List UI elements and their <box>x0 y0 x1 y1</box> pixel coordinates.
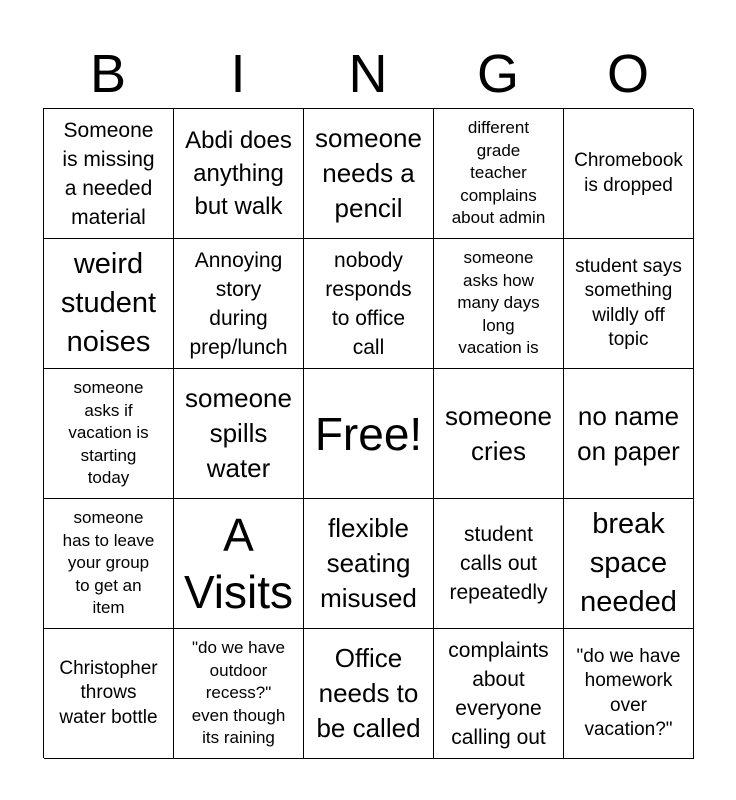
bingo-cell-r4c1[interactable]: someone has to leave your group to get an item <box>44 499 174 629</box>
bingo-cell-r5c2[interactable]: "do we have outdoor recess?" even though its raining <box>174 629 304 759</box>
bingo-cell-r1c3[interactable]: someone needs a pencil <box>304 109 434 239</box>
bingo-cell-r5c4[interactable]: complaints about everyone calling out <box>434 629 564 759</box>
bingo-cell-r2c2[interactable]: Annoying story during prep/lunch <box>174 239 304 369</box>
bingo-cell-r3c4[interactable]: someone cries <box>434 369 564 499</box>
bingo-cell-r2c1[interactable]: weird student noises <box>44 239 174 369</box>
header-letter-b: B <box>89 44 127 104</box>
bingo-cell-r3c5[interactable]: no name on paper <box>564 369 694 499</box>
bingo-cell-r4c3[interactable]: flexible seating misused <box>304 499 434 629</box>
bingo-cell-r1c4[interactable]: different grade teacher complains about admin <box>434 109 564 239</box>
bingo-cell-r2c5[interactable]: student says something wildly off topic <box>564 239 694 369</box>
header-letter-i: I <box>230 44 246 104</box>
free-space[interactable]: Free! <box>304 369 434 499</box>
bingo-cell-r3c1[interactable]: someone asks if vacation is starting today <box>44 369 174 499</box>
bingo-header <box>43 40 693 108</box>
bingo-cell-r4c5[interactable]: break space needed <box>564 499 694 629</box>
bingo-cell-r4c4[interactable]: student calls out repeatedly <box>434 499 564 629</box>
bingo-cell-r1c5[interactable]: Chromebook is dropped <box>564 109 694 239</box>
header-letter-n: N <box>348 44 388 104</box>
bingo-cell-r1c1[interactable]: Someone is missing a needed material <box>44 109 174 239</box>
bingo-cell-r1c2[interactable]: Abdi does anything but walk <box>174 109 304 239</box>
bingo-cell-r2c3[interactable]: nobody responds to office call <box>304 239 434 369</box>
bingo-board <box>43 108 693 758</box>
bingo-cell-r4c2[interactable]: A Visits <box>174 499 304 629</box>
bingo-cell-r5c1[interactable]: Christopher throws water bottle <box>44 629 174 759</box>
header-letter-g: G <box>476 44 519 104</box>
header-letter-o: O <box>606 44 649 104</box>
bingo-cell-r2c4[interactable]: someone asks how many days long vacation is <box>434 239 564 369</box>
bingo-cell-r5c5[interactable]: "do we have homework over vacation?" <box>564 629 694 759</box>
bingo-cell-r5c3[interactable]: Office needs to be called <box>304 629 434 759</box>
bingo-cell-r3c2[interactable]: someone spills water <box>174 369 304 499</box>
